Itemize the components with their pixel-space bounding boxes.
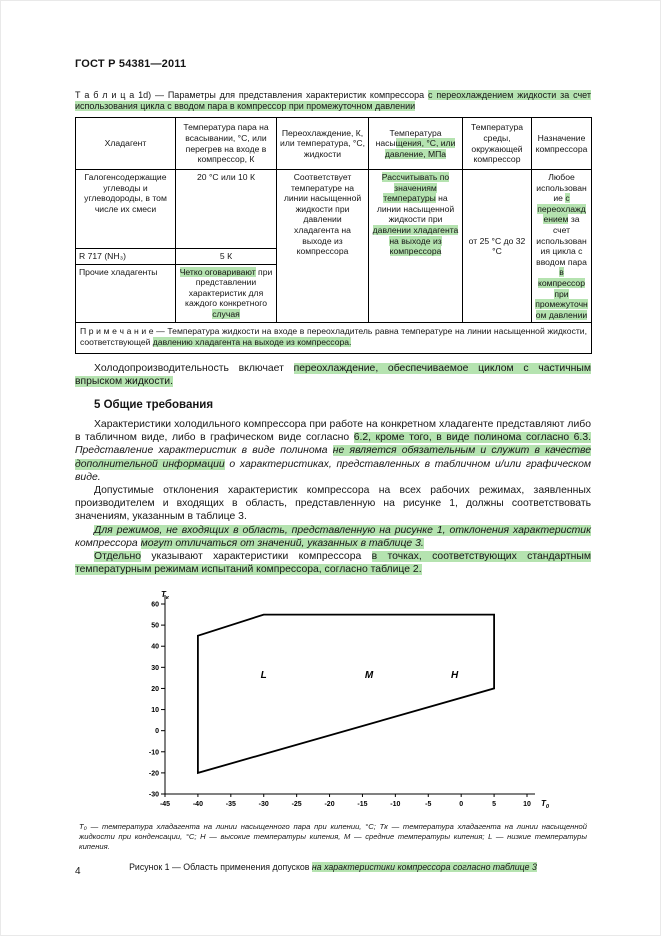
header-saturation: [369, 118, 463, 170]
svg-text:-10: -10: [148, 749, 159, 757]
cooling-highlight: переохлаждение, обеспечиваемое циклом с частичным впрыском жидкости.: [75, 362, 591, 387]
parameters-table: [75, 117, 592, 354]
figure-footnote: T₀ — температура хладагента на линии насыщенного пара при кипении, °С; Tк — температура хладагента на линии насыщенной жидкости при конденсации, °С; Н — высокие температуры кипения, М — средние температуры кипения; L — низкие температуры кипения.: [79, 822, 587, 851]
figure-caption-text: Рисунок 1 — Область применения допусков: [129, 862, 312, 873]
outside-highlight-2: могут отличаться от значений, указанных в таблице 3.: [140, 537, 424, 549]
svg-text:40: 40: [151, 644, 159, 652]
svg-text:-20: -20: [148, 770, 159, 778]
application-area-chart: [131, 588, 561, 813]
table-caption-text: Т а б л и ц а 1d) — Параметры для представления характеристик компрессора: [75, 90, 428, 100]
cooling-text: Холодопроизводительность включает: [94, 362, 294, 374]
repr-italic-1: Представление характеристик в виде полинома: [75, 445, 333, 457]
doc-number: ГОСТ Р 54381—2011: [75, 58, 187, 70]
svg-text:-45: -45: [159, 801, 171, 809]
saturation-highlight-2: давлении хладагента на выходе из компрессора: [372, 224, 459, 257]
figure-caption-highlight: на характеристики компрессора согласно таблице 3: [311, 862, 537, 873]
cell-ambient-merged: от 25 °С до 32 °С: [463, 170, 532, 323]
paragraph-standard-points: [75, 550, 591, 576]
other-value-highlight-2: случая: [212, 309, 240, 320]
svg-text:60: 60: [151, 601, 159, 609]
svg-text:-30: -30: [258, 801, 269, 809]
note-highlight: давлению хладагента на выходе из компрессора.: [152, 336, 352, 347]
svg-text:30: 30: [151, 665, 159, 673]
purpose-highlight-2: в компрессор при промежуточном давлении: [535, 267, 588, 320]
svg-text:M: M: [364, 670, 374, 682]
header-saturation-text: Температура насы: [375, 127, 442, 149]
repr-highlight-1: 6.2, кроме того, в виде полинома согласно 6.3.: [353, 432, 591, 444]
cell-other-value: [176, 264, 277, 323]
row-note: [76, 323, 592, 353]
cell-r717-value: 5 К: [176, 248, 277, 264]
svg-text:0: 0: [155, 728, 159, 736]
row-halogen-refrigerants: [76, 170, 592, 249]
header-saturation-highlight: щения, °С, или давление, МПа: [384, 138, 456, 159]
cell-halogen-name: Галогенсодержащие углеводы и углеводороды, в том числе их смеси: [76, 170, 176, 249]
other-value-text: при представлении характеристик для каждого конкретного: [185, 266, 273, 309]
purpose-highlight-1: с переохлаждением: [537, 193, 586, 225]
purpose-text-2: за счет использования цикла с вводом пара: [536, 214, 587, 267]
repr-text-1: Характеристики холодильного компрессора при работе на конкретном хладагенте представляют либо в табличном виде, либо в графическом виде согласно: [75, 418, 591, 444]
cell-subcooling-merged: Соответствует температуре на линии насыщенной жидкости при давлении хладагента на выходе из компрессора: [277, 170, 369, 323]
svg-text:T0: $T_0$: [541, 799, 550, 811]
cell-other-name: Прочие хладагенты: [76, 264, 176, 323]
header-subcooling: Переохлаждение, К, или температура, °С, жидкости: [277, 118, 369, 170]
table-note: [76, 323, 592, 353]
paragraph-cooling-capacity: [75, 362, 591, 388]
svg-text:10: 10: [523, 801, 531, 809]
svg-text:0: 0: [459, 801, 464, 809]
other-value-highlight-1: Четко оговаривают: [179, 266, 256, 277]
cell-saturation-merged: [369, 170, 463, 323]
svg-text:20: 20: [151, 686, 159, 694]
svg-text:-40: -40: [192, 801, 203, 809]
repr-italic-highlight: не является обязательным и служит в качестве дополнительной информации: [75, 445, 591, 470]
header-refrigerant: Хладагент: [76, 118, 176, 170]
svg-text:H: H: [450, 670, 459, 682]
paragraph-tolerances: Допустимые отклонения характеристик компрессора на всех рабочих режимах, заявленных производителем и входящих в область, представленную на рисунке 1, должны соответствовать значениям, указанным в таблице 3.: [75, 484, 591, 523]
svg-text:-35: -35: [225, 801, 236, 809]
cell-halogen-value: 20 °С или 10 К: [176, 170, 277, 249]
header-purpose: Назначение компрессора: [532, 118, 592, 170]
figure-caption: [75, 862, 591, 872]
table-caption-highlight: с переохлаждением жидкости за счет использования цикла с вводом пара в компрессор при промежуточном давлении: [75, 90, 591, 111]
page-number: 4: [75, 866, 81, 877]
paragraph-outside-area: [75, 524, 591, 550]
repr-italic-2: о характеристиках, представленных в табличном и/или графическом виде.: [75, 458, 592, 483]
points-highlight-2: в точках, соответствующих стандартным температурным режимам испытаний компрессора, согласно таблице 2.: [75, 550, 591, 576]
svg-text:-10: -10: [390, 801, 401, 809]
cell-purpose-merged: [532, 170, 592, 323]
section-heading: 5 Общие требования: [94, 398, 214, 411]
svg-text:10: 10: [151, 707, 159, 715]
svg-text:-20: -20: [324, 801, 335, 809]
table-header-row: [76, 118, 592, 170]
header-suction-temp: Температура пара на всасывании, °С, или перегрев на входе в компрессор, К: [176, 118, 277, 170]
svg-text:50: 50: [151, 622, 159, 630]
svg-text:-5: -5: [425, 801, 432, 809]
saturation-text: на линии насыщенной жидкости при: [376, 193, 455, 225]
svg-text:Tк: $T_к$: [161, 590, 169, 602]
figure-1: [75, 588, 591, 872]
svg-text:-30: -30: [148, 791, 159, 799]
svg-text:L: L: [260, 670, 267, 682]
purpose-text-1: Любое использование: [536, 172, 587, 204]
cell-r717-name: R 717 (NH₃): [76, 248, 176, 264]
note-text: П р и м е ч а н и е — Температура жидкости на входе в переохладитель равна температуре на линии насыщенной жидкости, соответствующей: [80, 326, 587, 347]
saturation-highlight-1: Рассчитывать по значениям температуры: [381, 172, 450, 204]
svg-text:5: 5: [492, 801, 497, 809]
paragraph-representation: [75, 418, 591, 484]
points-text: указывают характеристики компрессора: [141, 550, 372, 562]
outside-text: компрессора: [75, 537, 141, 549]
table-caption: [75, 90, 591, 112]
points-highlight-1: Отдельно: [94, 550, 141, 562]
svg-text:-25: -25: [291, 801, 302, 809]
svg-text:-15: -15: [357, 801, 368, 809]
header-ambient-temp: Температура среды, окружающей компрессор: [463, 118, 532, 170]
outside-highlight-1: Для режимов, не входящих в область, представленную на рисунке 1, отклонения характеристик: [94, 524, 591, 536]
